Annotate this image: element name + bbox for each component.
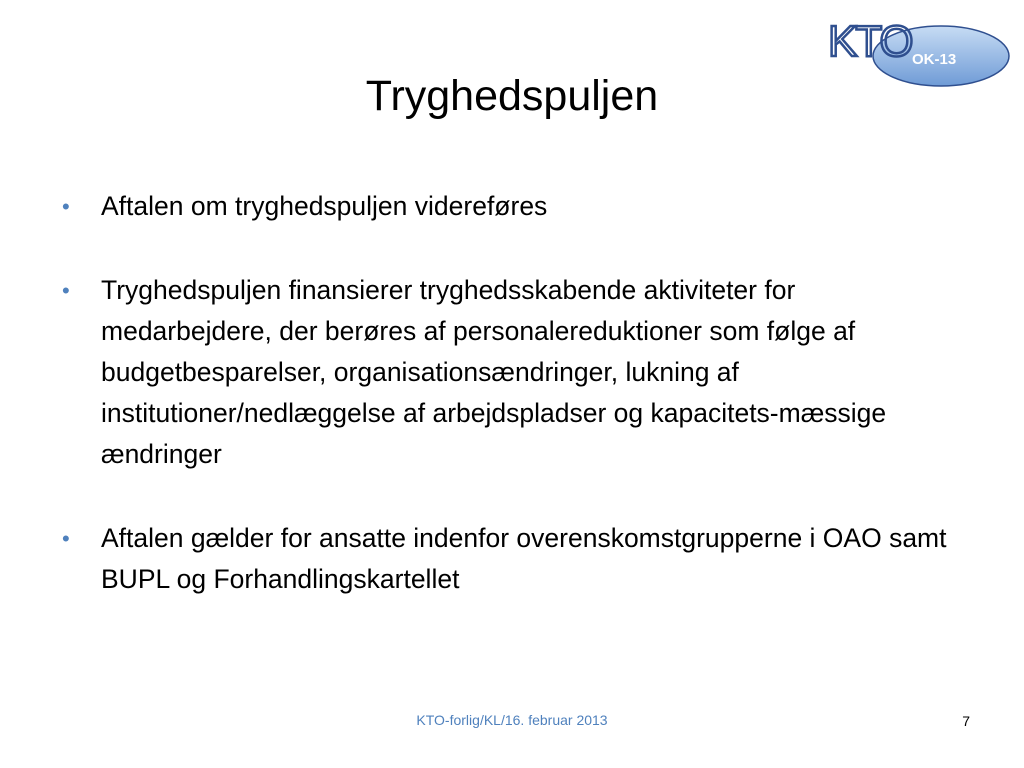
bullet-item	[60, 186, 960, 227]
bullet-text: Tryghedspuljen finansierer tryghedsskabende aktiviteter for medarbejdere, der berøres af personalereduktioner som følge af budgetbesparelser, organisationsændringer, lukning af institutioner/nedlæggelse af arbejdspladser og kapacitets-mæssige ændringer	[101, 275, 887, 469]
logo-kto-text: KTO	[828, 17, 912, 66]
bullet-dot-icon: •	[62, 278, 70, 303]
bullet-item	[60, 518, 960, 600]
kto-logo	[826, 12, 1016, 92]
footer-text: KTO-forlig/KL/16. februar 2013	[416, 712, 608, 728]
slide-title: Tryghedspuljen	[365, 72, 659, 120]
bullet-dot-icon: •	[62, 194, 70, 219]
logo-badge-text: OK-13	[912, 51, 957, 68]
bullet-dot-icon: •	[62, 526, 70, 551]
bullet-text: Aftalen om tryghedspuljen videreføres	[101, 191, 548, 221]
bullet-list	[60, 186, 960, 643]
bullet-item	[60, 270, 960, 475]
page-number: 7	[962, 713, 970, 729]
bullet-text: Aftalen gælder for ansatte indenfor overenskomstgrupperne i OAO samt BUPL og Forhandlingskartellet	[101, 523, 947, 594]
